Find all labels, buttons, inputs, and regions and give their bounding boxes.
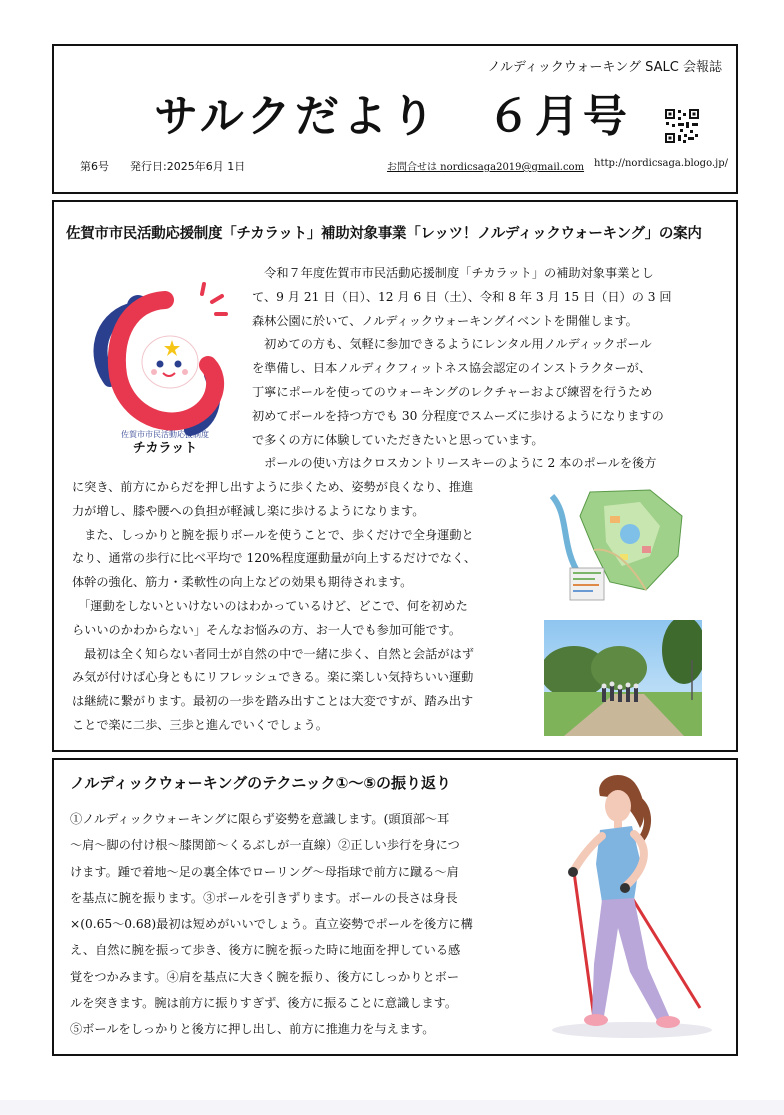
- technique-section-title: ノルディックウォーキングのテクニック①～⑤の振り返り: [70, 774, 452, 792]
- nordic-walker-illustration: [522, 768, 722, 1046]
- text-line: 覚をつかみます。④肩を基点に大きく腕を振り、後方にしっかりとボー: [70, 969, 460, 984]
- text-line: ①ノルディックウォーキングに限らず姿勢を意識します。(頭頂部～耳: [70, 812, 450, 826]
- text-line: は継続に繋がります。最初の一歩を踏み出すことは大変ですが、踏み出す: [72, 694, 474, 709]
- park-map-image: [550, 486, 690, 606]
- text-line: 初めてボールを持つ方でも 30 分程度でスムーズに歩けるようになりますの: [252, 408, 664, 423]
- text-line: 体幹の強化、筋力・柔軟性の向上などの効果も期待されます。: [72, 575, 413, 590]
- issue-number: 第6号: [80, 160, 109, 173]
- text-line: ～肩～脚の付け根～膝関節～くるぶしが一直線）②正しい歩行を身につ: [70, 838, 460, 853]
- text-line: 森林公園に於いて、ノルディックウォーキングイベントを開催します。: [252, 313, 638, 328]
- text-line: ポールの使い方はクロスカントリースキーのように 2 本のポールを後方: [252, 456, 657, 471]
- text-line: また、しっかりと腕を振りボールを使うことで、歩くだけで全身運動と: [72, 527, 474, 542]
- text-line: で多くの方に体験していただきたいと思っています。: [252, 432, 544, 447]
- event-section-title: 佐賀市市民活動応援制度「チカラット」補助対象事業「レッツ！ノルディックウォーキング」の案内: [66, 226, 702, 242]
- newsletter-title: サルクだより ６月号: [154, 91, 631, 142]
- text-line: を基点に腕を振ります。③ポールを引きずります。ボールの長さは身長: [70, 890, 458, 905]
- event-body-text: [72, 476, 532, 738]
- logo-caption: チカラット: [132, 441, 198, 456]
- text-line: けます。踵で着地～足の裏全体でローリング～母指球で前方に蹴る～肩: [70, 864, 459, 879]
- text-line: ことで楽に二歩、三歩と進んでいくでしょう。: [72, 717, 328, 732]
- newsletter-subtitle: ノルディックウォーキング SALC 会報誌: [487, 60, 722, 75]
- text-line: 最初は全く知らない者同士が自然の中で一緒に歩く、自然と会話がはず: [72, 646, 474, 661]
- event-section: [52, 200, 738, 752]
- walkers-photo-image: [544, 620, 702, 736]
- text-line: に突き、前方にからだを押し出すように歩くため、姿勢が良くなり、推進: [72, 480, 474, 494]
- chikaratto-logo-icon: [90, 280, 240, 460]
- text-line: 力が増し、膝や腰への負担が軽減し楽に歩けるようになります。: [72, 503, 425, 518]
- qr-code-icon: [664, 108, 700, 144]
- text-line: ⑤ボールをしっかりと後方に押し出し、前方に推進力を与えます。: [70, 1022, 435, 1037]
- text-line: なり、通常の歩行に比べ平均で 120%程度運動量が向上するだけでなく、: [72, 551, 477, 566]
- blog-url[interactable]: http://nordicsaga.blogo.jp/: [594, 158, 728, 169]
- text-line: 初めての方も、気軽に参加できるようにレンタル用ノルディックポール: [252, 337, 652, 352]
- technique-section: [52, 758, 738, 1056]
- text-line: 令和７年度佐賀市市民活動応援制度「チカラット」の補助対象事業とし: [252, 266, 654, 280]
- issue-date: 発行日:2025年6月 1日: [130, 160, 246, 173]
- text-line: らいいのかわからない」そんなお悩みの方、お一人でも参加可能です。: [72, 622, 462, 637]
- text-line: て、9 月 21 日（日）、12 月 6 日（土）、令和 8 年 3 月 15 日（日）の 3 回: [252, 289, 672, 304]
- text-line: を準備し、日本ノルディクフィットネス協会認定のインストラクターが、: [252, 361, 652, 376]
- text-line: 丁寧にポールを使ってのウォーキングのレクチャーおよび練習を行うため: [252, 384, 653, 399]
- text-line: ルを突きます。腕は前方に振りすぎず、後方に振ることに意識します。: [70, 996, 458, 1011]
- event-intro-text: [252, 262, 722, 476]
- text-line: 「運動をしないといけないのはわかっているけど、どこで、何を初めた: [72, 598, 468, 613]
- logo-caption-small: 佐賀市市民活動応援制度: [121, 430, 209, 439]
- header-box: [52, 44, 738, 194]
- text-line: ×(0.65～0.68)最初は短めがいいでしょう。直立姿勢でポールを後方に構: [70, 917, 473, 932]
- contact-email[interactable]: お問合せは nordicsaga2019@gmail.com: [387, 162, 585, 173]
- technique-text: [70, 806, 522, 1043]
- text-line: え、自然に腕を振って歩き、後方に腕を振った時に地面を押している感: [70, 943, 461, 958]
- text-line: み気が付けば心身ともにリフレッシュできる。楽に楽しい気持ちいい運動: [72, 670, 474, 685]
